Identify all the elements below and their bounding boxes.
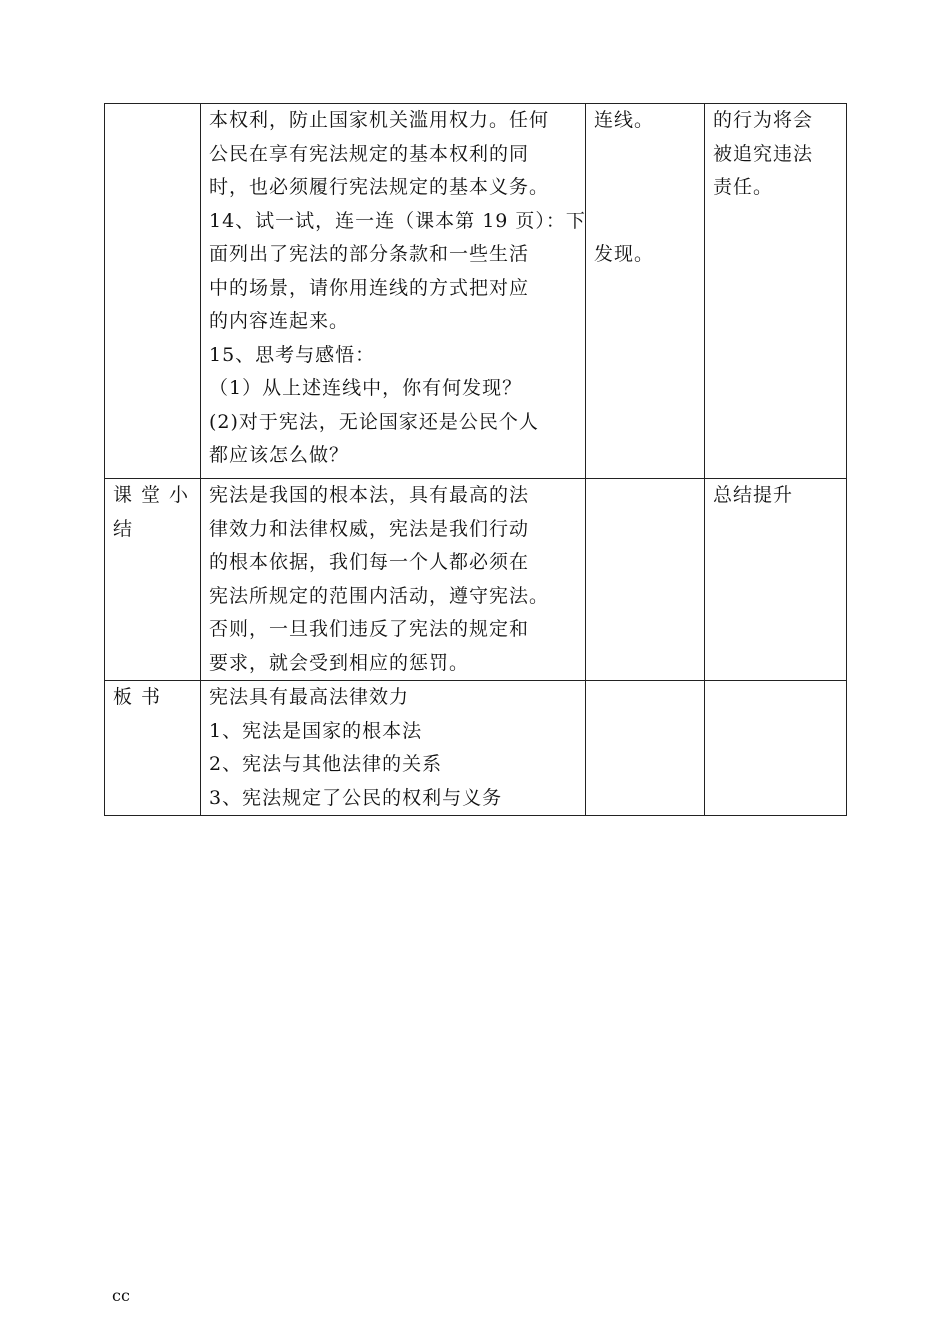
text-line: 14、试一试，连一连（课本第 19 页）：下 [209,209,586,232]
row1-intent-cell [705,104,847,479]
text-line: 板书 [113,686,170,708]
text-line: 宪法具有最高法律效力 [209,686,410,708]
spacer [594,171,696,205]
text-line: 要求，就会受到相应的惩罚。 [209,651,470,674]
text-line: 责任。 [713,176,774,198]
table-row [105,104,847,479]
lesson-plan-table [104,103,847,816]
text-line: （1）从上述连线中，你有何发现？ [209,377,523,399]
row1-label-cell [105,104,201,479]
text-line: 1、宪法是国家的根本法 [209,719,423,742]
row2-content-cell [201,479,586,681]
text-line: 的行为将会 [713,109,814,131]
text-line: 律效力和法律权威，宪法是我们行动 [209,517,530,540]
text-line: 课堂小 [113,484,198,506]
text-line: 被追究违法 [713,142,814,165]
row3-student-activity-cell [586,681,705,816]
text-line: 公民在享有宪法规定的基本权利的同 [209,142,530,165]
table-row [105,681,847,816]
text-line: 的内容连起来。 [209,310,350,332]
row1-content-cell [201,104,586,479]
text-line: 否则，一旦我们违反了宪法的规定和 [209,618,530,640]
page-footer: cc [112,1286,130,1305]
row2-intent-cell [705,479,847,681]
text-line: 宪法是我国的根本法，具有最高的法 [209,484,530,506]
text-line: 时，也必须履行宪法规定的基本义务。 [209,176,550,198]
text-line: 15、思考与感悟： [209,343,376,366]
text-line: 2、宪法与其他法律的关系 [209,753,443,775]
row3-label-cell [105,681,201,816]
text-line: 发现。 [594,243,655,265]
row3-content-cell [201,681,586,816]
text-line: 本权利，防止国家机关滥用权力。任何 [209,109,550,131]
text-line: 连线。 [594,109,655,131]
text-line: 都应该怎么做？ [209,444,350,466]
text-line: (2)对于宪法，无论国家还是公民个人 [209,410,539,433]
spacer [594,138,696,172]
spacer [594,205,696,239]
table-row [105,479,847,681]
row2-label-cell [105,479,201,681]
row3-intent-cell [705,681,847,816]
text-line: 结 [113,517,134,540]
text-line: 面列出了宪法的部分条款和一些生活 [209,243,530,265]
text-line: 3、宪法规定了公民的权利与义务 [209,786,503,809]
text-line: 的根本依据，我们每一个人都必须在 [209,551,530,573]
text-line: 宪法所规定的范围内活动，遵守宪法。 [209,584,550,607]
row1-student-activity-cell [586,104,705,479]
row2-student-activity-cell [586,479,705,681]
text-line: 中的场景，请你用连线的方式把对应 [209,276,530,299]
text-line: 总结提升 [713,484,794,506]
